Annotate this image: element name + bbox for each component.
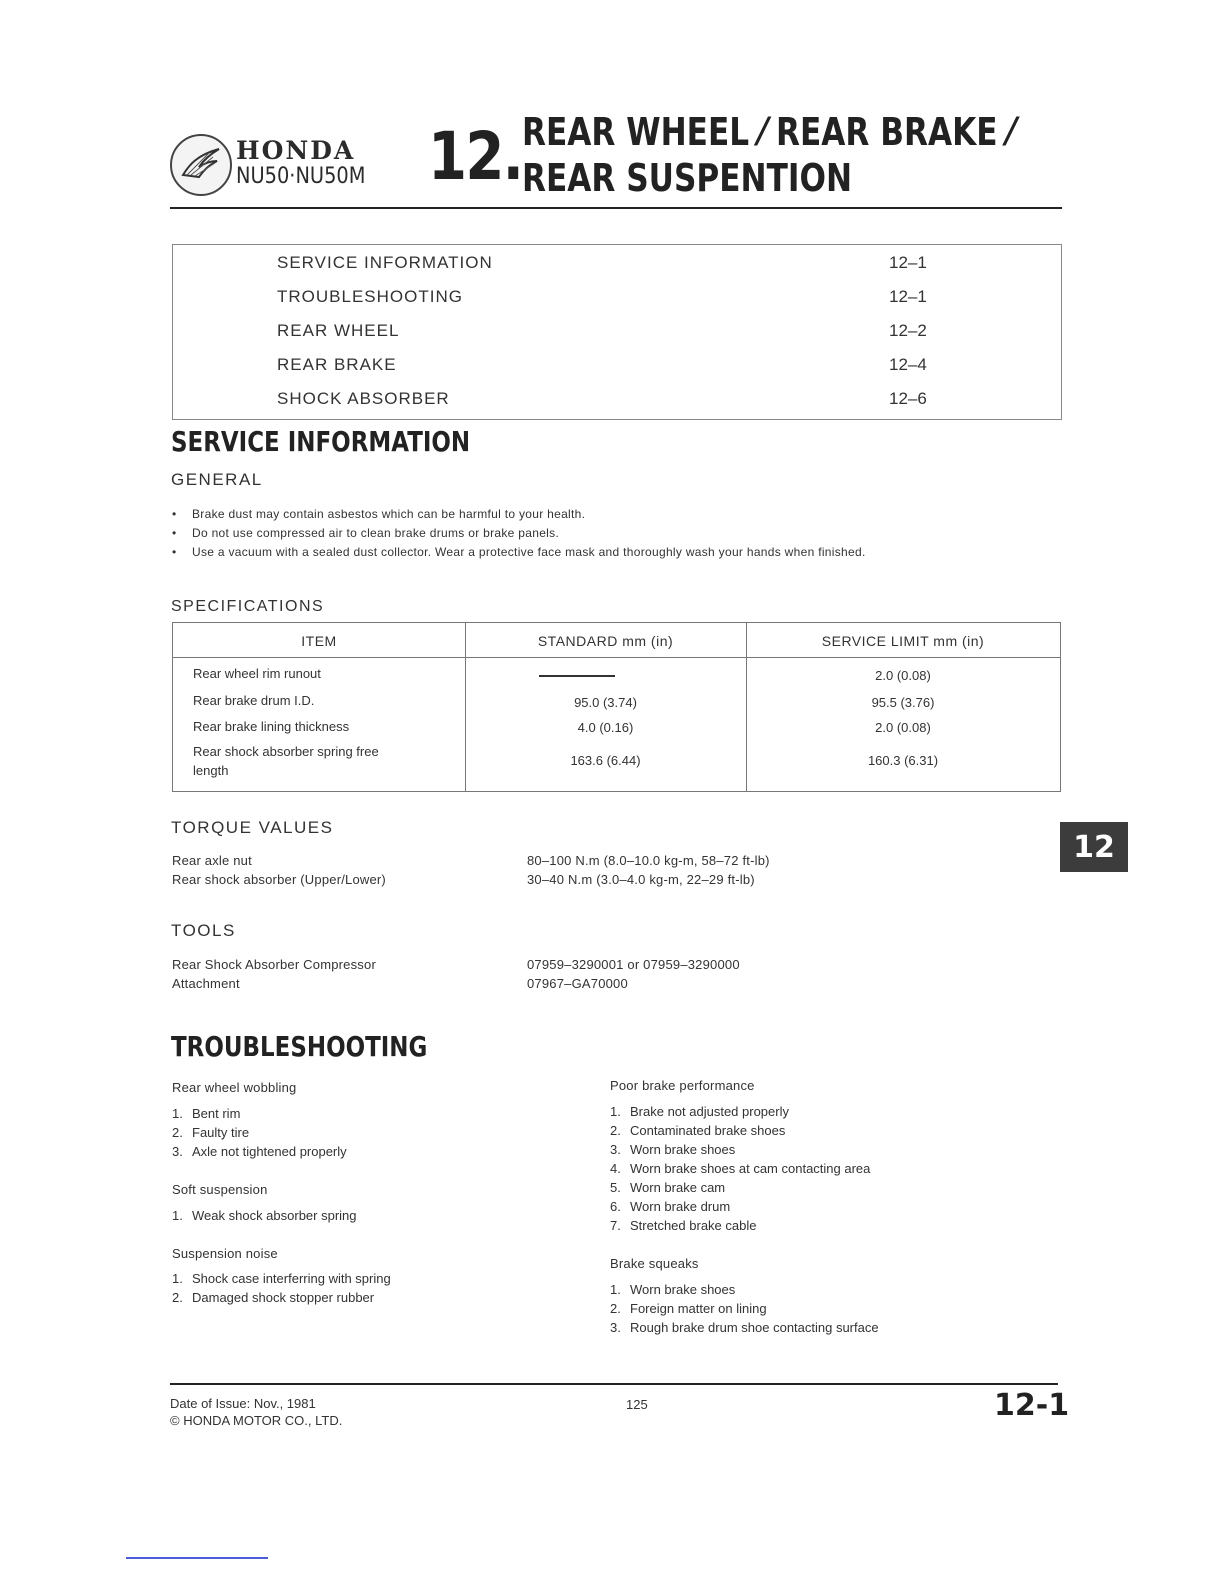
cause-item: 5. Worn brake cam xyxy=(610,1180,726,1195)
cause-text: Axle not tightened properly xyxy=(192,1144,347,1159)
toc-page: 12–1 xyxy=(889,287,927,306)
cause-text: Brake not adjusted properly xyxy=(630,1104,789,1119)
cause-item: 3. Worn brake shoes xyxy=(610,1142,736,1157)
symptom-title: Soft suspension xyxy=(172,1182,268,1197)
general-bullet xyxy=(172,545,866,559)
spec-standard: 163.6 (6.44) xyxy=(570,753,641,768)
torque-values-heading: TORQUE VALUES xyxy=(171,818,334,837)
bullet-mark: • xyxy=(172,526,177,540)
cause-text: Damaged shock stopper rubber xyxy=(192,1290,375,1305)
toc-page: 12–4 xyxy=(889,355,927,374)
general-bullet xyxy=(172,526,559,540)
cause-item: 1. Worn brake shoes xyxy=(610,1282,736,1297)
cause-item: 3. Rough brake drum shoe contacting surface xyxy=(610,1320,879,1335)
table-header-rule xyxy=(173,657,1060,658)
bullet-text: Do not use compressed air to clean brake drums or brake panels. xyxy=(192,526,560,540)
no-standard-dash xyxy=(539,675,615,677)
honda-wing-logo xyxy=(170,134,232,196)
cause-text: Worn brake shoes xyxy=(630,1142,736,1157)
cause-item: 2. Contaminated brake shoes xyxy=(610,1123,786,1138)
spec-item: Rear brake drum I.D. xyxy=(193,693,315,708)
toc-row[interactable] xyxy=(277,253,1037,283)
page-number: 125 xyxy=(626,1397,648,1412)
issue-date: Date of Issue: Nov., 1981 xyxy=(170,1396,316,1411)
spec-standard: 4.0 (0.16) xyxy=(577,720,634,735)
spec-item: Rear wheel rim runout xyxy=(193,666,321,681)
cause-item: 3. Axle not tightened properly xyxy=(172,1144,347,1159)
torque-value: 80–100 N.m (8.0–10.0 kg-m, 58–72 ft-lb) xyxy=(527,853,770,868)
bullet-mark: • xyxy=(172,545,177,559)
symptom-title: Suspension noise xyxy=(172,1246,278,1261)
column-header-limit: SERVICE LIMIT mm (in) xyxy=(821,633,985,649)
column-header-standard: STANDARD mm (in) xyxy=(537,633,674,649)
cause-item: 2. Damaged shock stopper rubber xyxy=(172,1290,375,1305)
chapter-title-line1: REAR WHEEL ⁄ REAR BRAKE ⁄ xyxy=(522,110,1014,154)
tool-label: Rear Shock Absorber Compressor xyxy=(172,957,376,972)
cause-text: Shock case interferring with spring xyxy=(192,1271,391,1286)
tools-heading: TOOLS xyxy=(171,921,236,940)
cause-text: Contaminated brake shoes xyxy=(630,1123,786,1138)
toc-row[interactable] xyxy=(277,321,1037,351)
cause-item: 1. Weak shock absorber spring xyxy=(172,1208,357,1223)
toc-label: REAR BRAKE xyxy=(277,355,397,374)
cause-text: Foreign matter on lining xyxy=(630,1301,767,1316)
table-of-contents xyxy=(172,244,1062,420)
toc-row[interactable] xyxy=(277,355,1037,385)
specifications-heading: SPECIFICATIONS xyxy=(171,598,325,615)
cause-item: 1. Bent rim xyxy=(172,1106,241,1121)
cause-item: 1. Brake not adjusted properly xyxy=(610,1104,789,1119)
torque-label: Rear axle nut xyxy=(172,853,252,868)
toc-label: REAR WHEEL xyxy=(277,321,400,340)
spec-item-continued: length xyxy=(193,763,229,778)
torque-label: Rear shock absorber (Upper/Lower) xyxy=(172,872,386,887)
spec-item: Rear brake lining thickness xyxy=(193,719,350,734)
chapter-tab[interactable]: 12 xyxy=(1060,822,1128,872)
column-header-item: ITEM xyxy=(301,633,337,649)
toc-page: 12–6 xyxy=(889,389,927,408)
symptom-title: Brake squeaks xyxy=(610,1256,699,1271)
cause-text: Stretched brake cable xyxy=(630,1218,757,1233)
footer-rule xyxy=(170,1383,1058,1385)
cause-item: 4. Worn brake shoes at cam contacting area xyxy=(610,1161,871,1176)
toc-page: 12–2 xyxy=(889,321,927,340)
spec-standard: 95.0 (3.74) xyxy=(574,695,637,710)
cause-text: Faulty tire xyxy=(192,1125,250,1140)
cause-text: Worn brake cam xyxy=(630,1180,726,1195)
wing-icon xyxy=(179,145,223,185)
specifications-table xyxy=(172,622,1061,792)
cause-item: 2. Faulty tire xyxy=(172,1125,250,1140)
toc-label: SERVICE INFORMATION xyxy=(277,253,493,272)
general-bullet xyxy=(172,507,585,521)
header-rule xyxy=(170,207,1062,209)
symptom-title: Rear wheel wobbling xyxy=(172,1080,297,1095)
toc-page: 12–1 xyxy=(889,253,927,272)
cause-item: 6. Worn brake drum xyxy=(610,1199,731,1214)
cause-item: 2. Foreign matter on lining xyxy=(610,1301,767,1316)
general-heading: GENERAL xyxy=(171,470,263,489)
cause-text: Worn brake shoes xyxy=(630,1282,736,1297)
brand-name: HONDA xyxy=(236,136,356,165)
cause-item: 7. Stretched brake cable xyxy=(610,1218,757,1233)
symptom-title: Poor brake performance xyxy=(610,1078,755,1093)
cause-text: Worn brake drum xyxy=(630,1199,731,1214)
spec-limit: 2.0 (0.08) xyxy=(875,668,931,683)
toc-row[interactable] xyxy=(277,287,1037,317)
copyright: © HONDA MOTOR CO., LTD. xyxy=(170,1413,343,1428)
page-code: 12-1 xyxy=(994,1388,1070,1423)
toc-label: SHOCK ABSORBER xyxy=(277,389,450,408)
link-underline[interactable] xyxy=(126,1557,268,1559)
cause-text: Weak shock absorber spring xyxy=(192,1208,357,1223)
tool-number: 07967–GA70000 xyxy=(527,976,628,991)
cause-item: 1. Shock case interferring with spring xyxy=(172,1271,391,1286)
cause-text: Rough brake drum shoe contacting surface xyxy=(630,1320,879,1335)
service-information-heading: SERVICE INFORMATION xyxy=(171,425,471,458)
cause-text: Worn brake shoes at cam contacting area xyxy=(630,1161,871,1176)
tool-label: Attachment xyxy=(172,976,240,991)
troubleshooting-heading: TROUBLESHOOTING xyxy=(171,1030,428,1063)
toc-row[interactable] xyxy=(277,389,1037,419)
spec-limit: 95.5 (3.76) xyxy=(871,695,935,710)
chapter-title-line2: REAR SUSPENTION xyxy=(522,156,853,200)
bullet-mark: • xyxy=(172,507,177,521)
model-name: NU50·NU50M xyxy=(236,164,366,189)
bullet-text: Brake dust may contain asbestos which can be harmful to your health. xyxy=(192,507,586,521)
torque-value: 30–40 N.m (3.0–4.0 kg-m, 22–29 ft-lb) xyxy=(527,872,755,887)
spec-limit: 2.0 (0.08) xyxy=(875,720,931,735)
spec-limit: 160.3 (6.31) xyxy=(867,753,939,768)
toc-label: TROUBLESHOOTING xyxy=(277,287,463,306)
tool-number: 07959–3290001 or 07959–3290000 xyxy=(527,957,740,972)
chapter-number: 12. xyxy=(428,118,523,195)
bullet-text: Use a vacuum with a sealed dust collector. Wear a protective face mask and thoroughly wash your hands when finished. xyxy=(192,545,866,559)
cause-text: Bent rim xyxy=(192,1106,241,1121)
spec-item: Rear shock absorber spring free xyxy=(193,744,379,759)
